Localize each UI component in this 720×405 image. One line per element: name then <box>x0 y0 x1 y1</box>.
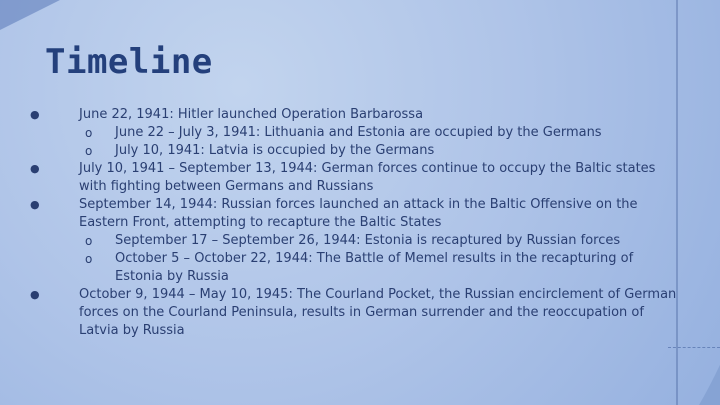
timeline-subitem <box>30 250 680 286</box>
timeline-item <box>30 286 680 340</box>
timeline-subitem-text: September 17 – September 26, 1944: Estonia is recaptured by Russian forces <box>115 233 621 248</box>
timeline-item <box>30 196 680 232</box>
timeline-subitem <box>30 124 680 142</box>
timeline-item-text: July 10, 1941 – September 13, 1944: German forces continue to occupy the Baltic states with fighting between Germans and Russians <box>79 161 656 194</box>
sub-bullet-icon: o <box>85 234 93 248</box>
timeline-subitem-text: June 22 – July 3, 1941: Lithuania and Estonia are occupied by the Germans <box>115 125 602 140</box>
timeline-subitem <box>30 142 680 160</box>
slide-title: Timeline <box>45 42 213 82</box>
timeline-item <box>30 160 680 196</box>
bullet-icon: ● <box>30 198 40 211</box>
timeline-item-text: September 14, 1944: Russian forces launched an attack in the Baltic Offensive on the Eastern Front, attempting to recapture the Baltic States <box>79 197 638 230</box>
timeline-subitem-text: July 10, 1941: Latvia is occupied by the Germans <box>115 143 435 158</box>
timeline-subitem <box>30 232 680 250</box>
timeline-item-text: October 9, 1944 – May 10, 1945: The Courland Pocket, the Russian encirclement of German forces on the Courland Peninsula, results in German surrender and the reoccupation of Latvia by Russia <box>79 287 677 338</box>
sub-bullet-icon: o <box>85 252 93 266</box>
timeline-subitem-text: October 5 – October 22, 1944: The Battle of Memel results in the recapturing of Estonia by Russia <box>115 251 634 284</box>
bullet-icon: ● <box>30 108 40 121</box>
corner-fold-decoration <box>0 0 60 30</box>
timeline-item <box>30 106 680 124</box>
timeline-item-text: June 22, 1941: Hitler launched Operation Barbarossa <box>79 107 424 122</box>
dashed-line-decoration <box>668 347 720 348</box>
timeline-list <box>30 106 680 340</box>
bullet-icon: ● <box>30 162 40 175</box>
sub-bullet-icon: o <box>85 144 93 158</box>
sub-bullet-icon: o <box>85 126 93 140</box>
bullet-icon: ● <box>30 288 40 301</box>
